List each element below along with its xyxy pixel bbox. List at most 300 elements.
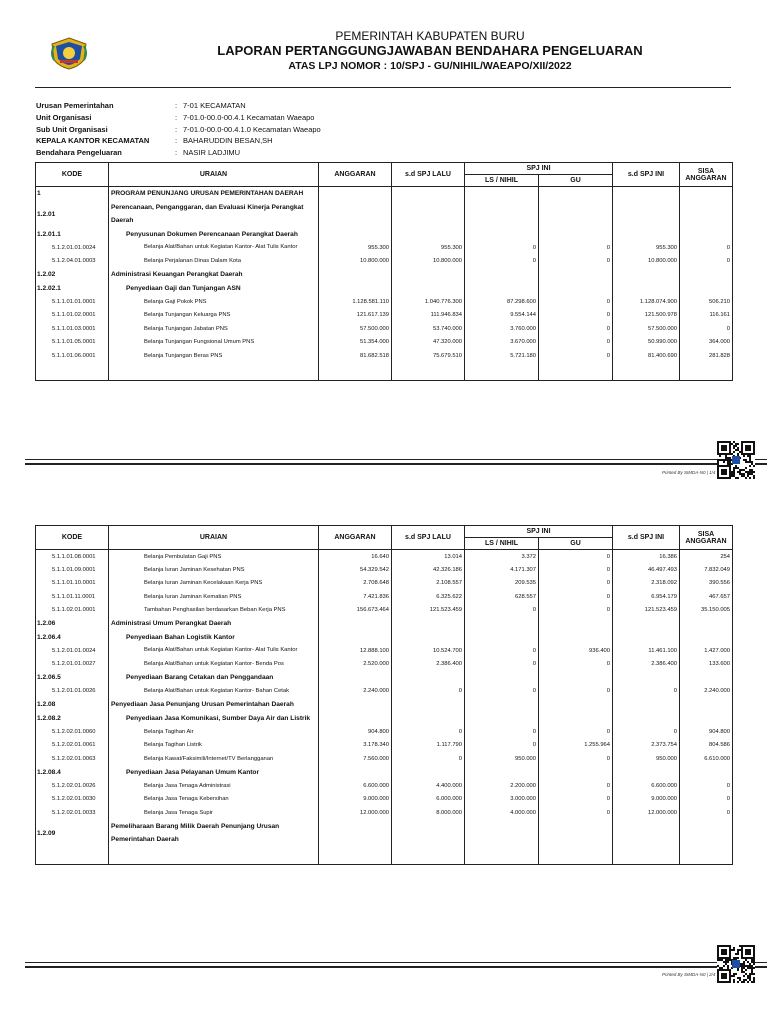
row-sd-spj-lalu — [392, 631, 465, 645]
row-description: Administrasi Umum Perangkat Daerah — [109, 617, 319, 631]
row-sisa-anggaran: 133.600 — [680, 658, 733, 672]
row-sd-spj-ini — [613, 712, 680, 726]
row-ls-nihil — [465, 712, 539, 726]
table-row — [36, 685, 733, 699]
row-sisa-anggaran: 0 — [680, 255, 733, 269]
row-ls-nihil — [465, 617, 539, 631]
row-anggaran: 121.617.139 — [319, 309, 392, 323]
row-anggaran: 7.421.836 — [319, 590, 392, 604]
col-sisa: SISA ANGGARAN — [680, 163, 733, 187]
row-code: 5.1.2.01.01.0026 — [36, 685, 109, 699]
row-description: Belanja Jasa Tenaga Supir — [109, 806, 319, 820]
row-sd-spj-lalu — [392, 187, 465, 201]
row-sd-spj-lalu — [392, 698, 465, 712]
row-sd-spj-ini — [613, 820, 680, 847]
row-code: 1.2.09 — [36, 820, 109, 847]
info-row: Unit Organisasi : 7-01.0-00.0-00.4.1 Kecamatan Waeapo — [36, 112, 456, 124]
col-spj-ini: SPJ INI — [465, 163, 613, 175]
info-value: 7-01.0-00.0-00.4.1.0 Kecamatan Waeapo — [183, 124, 321, 134]
row-sd-spj-ini — [613, 698, 680, 712]
row-sisa-anggaran — [680, 201, 733, 228]
row-sd-spj-lalu: 2.386.400 — [392, 658, 465, 672]
col-sd-ini: s.d SPJ INI — [613, 163, 680, 187]
row-sd-spj-ini — [613, 228, 680, 242]
row-sd-spj-ini: 2.386.400 — [613, 658, 680, 672]
row-anggaran — [319, 698, 392, 712]
row-code: 1.2.06 — [36, 617, 109, 631]
row-anggaran: 2.708.648 — [319, 577, 392, 591]
row-code: 5.1.1.01.06.0001 — [36, 349, 109, 363]
row-sd-spj-lalu: 6.000.000 — [392, 793, 465, 807]
row-anggaran: 6.600.000 — [319, 779, 392, 793]
table-row — [36, 228, 733, 242]
row-sd-spj-lalu: 75.679.510 — [392, 349, 465, 363]
row-code: 1.2.02 — [36, 268, 109, 282]
table-row — [36, 268, 733, 282]
row-description: Belanja Pembulatan Gaji PNS — [109, 550, 319, 564]
table-row — [36, 563, 733, 577]
row-ls-nihil — [465, 268, 539, 282]
info-row: KEPALA KANTOR KECAMATAN : BAHARUDDIN BESAN,SH — [36, 135, 456, 147]
row-sd-spj-ini: 10.800.000 — [613, 255, 680, 269]
row-description: Belanja Iuran Jaminan Kesehatan PNS — [109, 563, 319, 577]
row-sisa-anggaran — [680, 671, 733, 685]
row-gu: 0 — [539, 806, 613, 820]
row-ls-nihil — [465, 766, 539, 780]
row-sd-spj-ini — [613, 201, 680, 228]
table-row — [36, 698, 733, 712]
row-description: Belanja Tunjangan Fungsional Umum PNS — [109, 336, 319, 350]
row-description: Penyediaan Jasa Pelayanan Umum Kantor — [109, 766, 319, 780]
row-gu — [539, 712, 613, 726]
row-code: 5.1.2.02.01.0026 — [36, 779, 109, 793]
row-code: 1.2.01 — [36, 201, 109, 228]
row-sisa-anggaran: 1.427.000 — [680, 644, 733, 658]
row-code: 5.1.2.02.01.0033 — [36, 806, 109, 820]
row-sisa-anggaran: 0 — [680, 241, 733, 255]
row-description: Belanja Tunjangan Beras PNS — [109, 349, 319, 363]
page-rule — [25, 966, 767, 968]
table-row — [36, 336, 733, 350]
row-gu — [539, 698, 613, 712]
row-code: 5.1.2.02.01.0061 — [36, 739, 109, 753]
page-rule — [25, 463, 767, 465]
info-label: Urusan Pemerintahan — [36, 101, 114, 111]
row-gu — [539, 631, 613, 645]
row-ls-nihil: 3.670.000 — [465, 336, 539, 350]
row-anggaran — [319, 712, 392, 726]
row-code: 5.1.2.04.01.0003 — [36, 255, 109, 269]
row-sd-spj-lalu: 2.108.557 — [392, 577, 465, 591]
row-ls-nihil: 5.721.180 — [465, 349, 539, 363]
row-gu: 0 — [539, 309, 613, 323]
row-anggaran — [319, 228, 392, 242]
row-anggaran: 2.520.000 — [319, 658, 392, 672]
row-ls-nihil: 9.554.144 — [465, 309, 539, 323]
spj-table-page-2 — [35, 525, 733, 865]
table-row — [36, 550, 733, 564]
row-sisa-anggaran: 0 — [680, 779, 733, 793]
row-sd-spj-ini: 46.497.493 — [613, 563, 680, 577]
row-code: 1.2.08.4 — [36, 766, 109, 780]
table-body — [36, 187, 733, 381]
row-sd-spj-ini: 16.386 — [613, 550, 680, 564]
row-description: Perencanaan, Penganggaran, dan Evaluasi Kinerja Perangkat Daerah — [109, 201, 319, 228]
col-sd-lalu: s.d SPJ LALU — [392, 163, 465, 187]
row-sd-spj-lalu: 121.523.459 — [392, 604, 465, 618]
col-anggaran: ANGGARAN — [319, 163, 392, 187]
row-anggaran: 54.329.542 — [319, 563, 392, 577]
row-ls-nihil — [465, 201, 539, 228]
row-sd-spj-lalu — [392, 820, 465, 847]
row-sd-spj-ini — [613, 282, 680, 296]
row-sd-spj-ini: 81.400.690 — [613, 349, 680, 363]
row-sd-spj-ini: 1.128.074.900 — [613, 295, 680, 309]
row-code: 5.1.1.01.11.0001 — [36, 590, 109, 604]
row-anggaran: 904.800 — [319, 725, 392, 739]
row-gu: 0 — [539, 241, 613, 255]
table-row — [36, 766, 733, 780]
row-ls-nihil: 2.200.000 — [465, 779, 539, 793]
table-row — [36, 725, 733, 739]
row-anggaran: 12.888.100 — [319, 644, 392, 658]
row-ls-nihil — [465, 820, 539, 847]
row-description: Belanja Iuran Jaminan Kecelakaan Kerja PNS — [109, 577, 319, 591]
info-block — [36, 100, 456, 158]
row-gu — [539, 617, 613, 631]
row-code: 5.1.1.01.02.0001 — [36, 309, 109, 323]
row-anggaran: 156.673.464 — [319, 604, 392, 618]
row-code: 1.2.08.2 — [36, 712, 109, 726]
table-row — [36, 322, 733, 336]
row-sd-spj-ini — [613, 671, 680, 685]
row-ls-nihil: 0 — [465, 658, 539, 672]
filler-cell — [392, 847, 465, 865]
row-description: Belanja Tunjangan Keluarga PNS — [109, 309, 319, 323]
table-row — [36, 806, 733, 820]
row-sd-spj-ini: 955.300 — [613, 241, 680, 255]
info-row: Bendahara Pengeluaran : NASIR LADJIMU — [36, 147, 456, 159]
table-row — [36, 349, 733, 363]
row-code: 1.2.06.5 — [36, 671, 109, 685]
row-sisa-anggaran: 254 — [680, 550, 733, 564]
row-sd-spj-lalu — [392, 282, 465, 296]
row-gu — [539, 671, 613, 685]
row-gu: 0 — [539, 322, 613, 336]
row-gu: 0 — [539, 577, 613, 591]
row-description: Belanja Tagihan Listrik — [109, 739, 319, 753]
table-row — [36, 793, 733, 807]
report-subtitle: ATAS LPJ NOMOR : 10/SPJ - GU/NIHIL/WAEAPO/XII/2022 — [288, 60, 572, 72]
row-gu: 0 — [539, 752, 613, 766]
row-sd-spj-ini: 2.373.754 — [613, 739, 680, 753]
row-sd-spj-lalu — [392, 617, 465, 631]
row-ls-nihil — [465, 698, 539, 712]
filler-cell — [109, 363, 319, 381]
row-anggaran — [319, 671, 392, 685]
row-gu: 0 — [539, 349, 613, 363]
row-description: Belanja Jasa Tenaga Administrasi — [109, 779, 319, 793]
row-sisa-anggaran — [680, 698, 733, 712]
col-spj-ini: SPJ INI — [465, 526, 613, 538]
row-sd-spj-ini: 12.000.000 — [613, 806, 680, 820]
row-anggaran — [319, 201, 392, 228]
filler-cell — [613, 847, 680, 865]
row-description: Administrasi Keuangan Perangkat Daerah — [109, 268, 319, 282]
row-sd-spj-ini: 57.500.000 — [613, 322, 680, 336]
row-sd-spj-lalu: 1.040.776.300 — [392, 295, 465, 309]
row-sd-spj-ini — [613, 631, 680, 645]
row-anggaran — [319, 268, 392, 282]
row-sd-spj-ini: 2.318.092 — [613, 577, 680, 591]
row-description: Belanja Alat/Bahan untuk Kegiatan Kantor- Alat Tulis Kantor — [109, 241, 319, 255]
row-anggaran: 12.000.000 — [319, 806, 392, 820]
table-row — [36, 712, 733, 726]
row-ls-nihil — [465, 228, 539, 242]
row-code: 1.2.02.1 — [36, 282, 109, 296]
row-gu: 0 — [539, 295, 613, 309]
row-sd-spj-lalu: 0 — [392, 752, 465, 766]
row-description: Belanja Tunjangan Jabatan PNS — [109, 322, 319, 336]
row-gu — [539, 282, 613, 296]
report-page-2 — [0, 505, 768, 1024]
row-description: Penyediaan Jasa Komunikasi, Sumber Daya Air dan Listrik — [109, 712, 319, 726]
row-sd-spj-ini: 121.523.459 — [613, 604, 680, 618]
regency-emblem-icon — [48, 36, 90, 70]
row-ls-nihil — [465, 671, 539, 685]
col-uraian: URAIAN — [109, 526, 319, 550]
row-sd-spj-lalu: 10.524.700 — [392, 644, 465, 658]
info-value: 7-01 KECAMATAN — [183, 101, 246, 111]
row-code: 5.1.2.01.01.0024 — [36, 644, 109, 658]
row-ls-nihil: 4.000.000 — [465, 806, 539, 820]
report-page-1 — [0, 0, 768, 480]
table-row — [36, 241, 733, 255]
table-row — [36, 577, 733, 591]
filler-cell — [36, 363, 109, 381]
col-gu: GU — [539, 538, 613, 550]
row-ls-nihil: 209.535 — [465, 577, 539, 591]
row-sd-spj-lalu: 8.000.000 — [392, 806, 465, 820]
row-sd-spj-ini: 50.990.000 — [613, 336, 680, 350]
row-ls-nihil: 0 — [465, 255, 539, 269]
row-anggaran: 2.240.000 — [319, 685, 392, 699]
row-description: Belanja Tagihan Air — [109, 725, 319, 739]
row-gu: 0 — [539, 685, 613, 699]
col-kode: KODE — [36, 163, 109, 187]
row-anggaran: 51.354.000 — [319, 336, 392, 350]
row-description: Pemeliharaan Barang Milik Daerah Penunjang Urusan Pemerintahan Daerah — [109, 820, 319, 847]
row-gu: 0 — [539, 255, 613, 269]
row-sd-spj-ini — [613, 187, 680, 201]
row-sd-spj-ini: 0 — [613, 725, 680, 739]
row-code: 5.1.1.01.09.0001 — [36, 563, 109, 577]
row-gu: 0 — [539, 793, 613, 807]
row-description: Tambahan Penghasilan berdasarkan Beban Kerja PNS — [109, 604, 319, 618]
col-ls-nihil: LS / NIHIL — [465, 538, 539, 550]
info-row: Urusan Pemerintahan : 7-01 KECAMATAN — [36, 100, 456, 112]
row-gu: 0 — [539, 550, 613, 564]
row-sd-spj-ini: 11.461.100 — [613, 644, 680, 658]
row-gu: 1.255.964 — [539, 739, 613, 753]
row-sd-spj-lalu — [392, 268, 465, 282]
row-anggaran: 955.300 — [319, 241, 392, 255]
table-row — [36, 295, 733, 309]
row-sd-spj-lalu: 0 — [392, 725, 465, 739]
row-anggaran — [319, 631, 392, 645]
row-gu — [539, 228, 613, 242]
row-ls-nihil: 0 — [465, 604, 539, 618]
row-description: Belanja Gaji Pokok PNS — [109, 295, 319, 309]
row-ls-nihil — [465, 631, 539, 645]
row-description: Belanja Alat/Bahan untuk Kegiatan Kantor- Alat Tulis Kantor — [109, 644, 319, 658]
page-rule — [25, 962, 767, 963]
row-gu: 0 — [539, 590, 613, 604]
table-row — [36, 631, 733, 645]
filler-cell — [109, 847, 319, 865]
row-anggaran: 10.800.000 — [319, 255, 392, 269]
row-sisa-anggaran — [680, 712, 733, 726]
row-description: Penyusunan Dokumen Perencanaan Perangkat Daerah — [109, 228, 319, 242]
table-row — [36, 187, 733, 201]
info-row: Sub Unit Organisasi : 7-01.0-00.0-00.4.1.0 Kecamatan Waeapo — [36, 123, 456, 135]
row-anggaran — [319, 282, 392, 296]
row-sisa-anggaran — [680, 631, 733, 645]
row-sisa-anggaran: 904.800 — [680, 725, 733, 739]
row-sd-spj-lalu: 111.946.834 — [392, 309, 465, 323]
qr-code-icon — [717, 945, 755, 983]
row-description: Penyediaan Bahan Logistik Kantor — [109, 631, 319, 645]
table-row — [36, 590, 733, 604]
row-sisa-anggaran — [680, 820, 733, 847]
row-anggaran: 9.000.000 — [319, 793, 392, 807]
row-ls-nihil — [465, 187, 539, 201]
row-sd-spj-lalu: 0 — [392, 685, 465, 699]
row-sd-spj-lalu: 1.117.790 — [392, 739, 465, 753]
row-code: 5.1.1.02.01.0001 — [36, 604, 109, 618]
row-anggaran: 1.128.581.110 — [319, 295, 392, 309]
row-sisa-anggaran: 0 — [680, 322, 733, 336]
row-description: Penyediaan Gaji dan Tunjangan ASN — [109, 282, 319, 296]
row-code: 5.1.2.02.01.0060 — [36, 725, 109, 739]
table-row — [36, 201, 733, 228]
row-sisa-anggaran — [680, 187, 733, 201]
row-sd-spj-lalu: 47.320.000 — [392, 336, 465, 350]
row-code: 5.1.1.01.03.0001 — [36, 322, 109, 336]
row-sd-spj-ini: 9.000.000 — [613, 793, 680, 807]
page-rule — [25, 459, 767, 460]
row-ls-nihil: 950.000 — [465, 752, 539, 766]
row-anggaran — [319, 617, 392, 631]
row-description: PROGRAM PENUNJANG URUSAN PEMERINTAHAN DAERAH — [109, 187, 319, 201]
table-row — [36, 309, 733, 323]
filler-cell — [36, 847, 109, 865]
filler-cell — [392, 363, 465, 381]
filler-cell — [539, 363, 613, 381]
row-sisa-anggaran — [680, 228, 733, 242]
row-sd-spj-lalu — [392, 228, 465, 242]
row-sisa-anggaran: 281.828 — [680, 349, 733, 363]
col-gu: GU — [539, 175, 613, 187]
row-sd-spj-lalu: 4.400.000 — [392, 779, 465, 793]
row-code: 5.1.1.01.01.0001 — [36, 295, 109, 309]
print-footer: Printed By SIMDA-N0 | 1/4 — [662, 470, 716, 475]
row-description: Penyediaan Barang Cetakan dan Penggandaan — [109, 671, 319, 685]
filler-cell — [319, 847, 392, 865]
table-row — [36, 779, 733, 793]
row-sd-spj-ini: 950.000 — [613, 752, 680, 766]
table-row — [36, 255, 733, 269]
info-label: Unit Organisasi — [36, 113, 92, 123]
row-sisa-anggaran: 364.000 — [680, 336, 733, 350]
filler-cell — [465, 363, 539, 381]
filler-cell — [613, 363, 680, 381]
row-sisa-anggaran — [680, 282, 733, 296]
filler-cell — [319, 363, 392, 381]
row-code: 1.2.06.4 — [36, 631, 109, 645]
row-sisa-anggaran: 35.150.005 — [680, 604, 733, 618]
col-uraian: URAIAN — [109, 163, 319, 187]
row-anggaran: 7.560.000 — [319, 752, 392, 766]
row-sisa-anggaran — [680, 268, 733, 282]
table-row — [36, 671, 733, 685]
row-sisa-anggaran: 0 — [680, 806, 733, 820]
row-sd-spj-lalu: 6.325.622 — [392, 590, 465, 604]
row-ls-nihil — [465, 282, 539, 296]
row-sisa-anggaran: 116.161 — [680, 309, 733, 323]
row-code: 5.1.2.02.01.0030 — [36, 793, 109, 807]
row-sd-spj-ini — [613, 268, 680, 282]
row-code: 1 — [36, 187, 109, 201]
row-sd-spj-ini — [613, 617, 680, 631]
row-gu — [539, 766, 613, 780]
col-anggaran: ANGGARAN — [319, 526, 392, 550]
col-ls-nihil: LS / NIHIL — [465, 175, 539, 187]
row-sd-spj-lalu: 42.326.186 — [392, 563, 465, 577]
row-description: Belanja Alat/Bahan untuk Kegiatan Kantor- Bahan Cetak — [109, 685, 319, 699]
row-ls-nihil: 0 — [465, 725, 539, 739]
row-gu: 0 — [539, 336, 613, 350]
table-row — [36, 739, 733, 753]
row-sisa-anggaran: 2.240.000 — [680, 685, 733, 699]
row-ls-nihil: 0 — [465, 241, 539, 255]
info-value: BAHARUDDIN BESAN,SH — [183, 136, 273, 146]
row-ls-nihil: 3.372 — [465, 550, 539, 564]
filler-cell — [680, 847, 733, 865]
header-rule — [35, 87, 731, 88]
row-ls-nihil: 0 — [465, 644, 539, 658]
info-label: KEPALA KANTOR KECAMATAN — [36, 136, 150, 146]
row-gu — [539, 268, 613, 282]
row-code: 1.2.08 — [36, 698, 109, 712]
row-description: Belanja Jasa Tenaga Kebersihan — [109, 793, 319, 807]
row-gu — [539, 201, 613, 228]
row-anggaran — [319, 820, 392, 847]
row-code: 1.2.01.1 — [36, 228, 109, 242]
info-value: NASIR LADJIMU — [183, 148, 241, 158]
table-row — [36, 282, 733, 296]
table-row — [36, 820, 733, 847]
row-sd-spj-ini: 6.954.179 — [613, 590, 680, 604]
row-sd-spj-lalu — [392, 766, 465, 780]
info-label: Bendahara Pengeluaran — [36, 148, 122, 158]
row-code: 5.1.2.01.01.0024 — [36, 241, 109, 255]
row-anggaran: 3.178.340 — [319, 739, 392, 753]
row-sisa-anggaran: 7.832.049 — [680, 563, 733, 577]
filler-cell — [539, 847, 613, 865]
row-anggaran: 81.682.518 — [319, 349, 392, 363]
row-sd-spj-lalu: 53.740.000 — [392, 322, 465, 336]
